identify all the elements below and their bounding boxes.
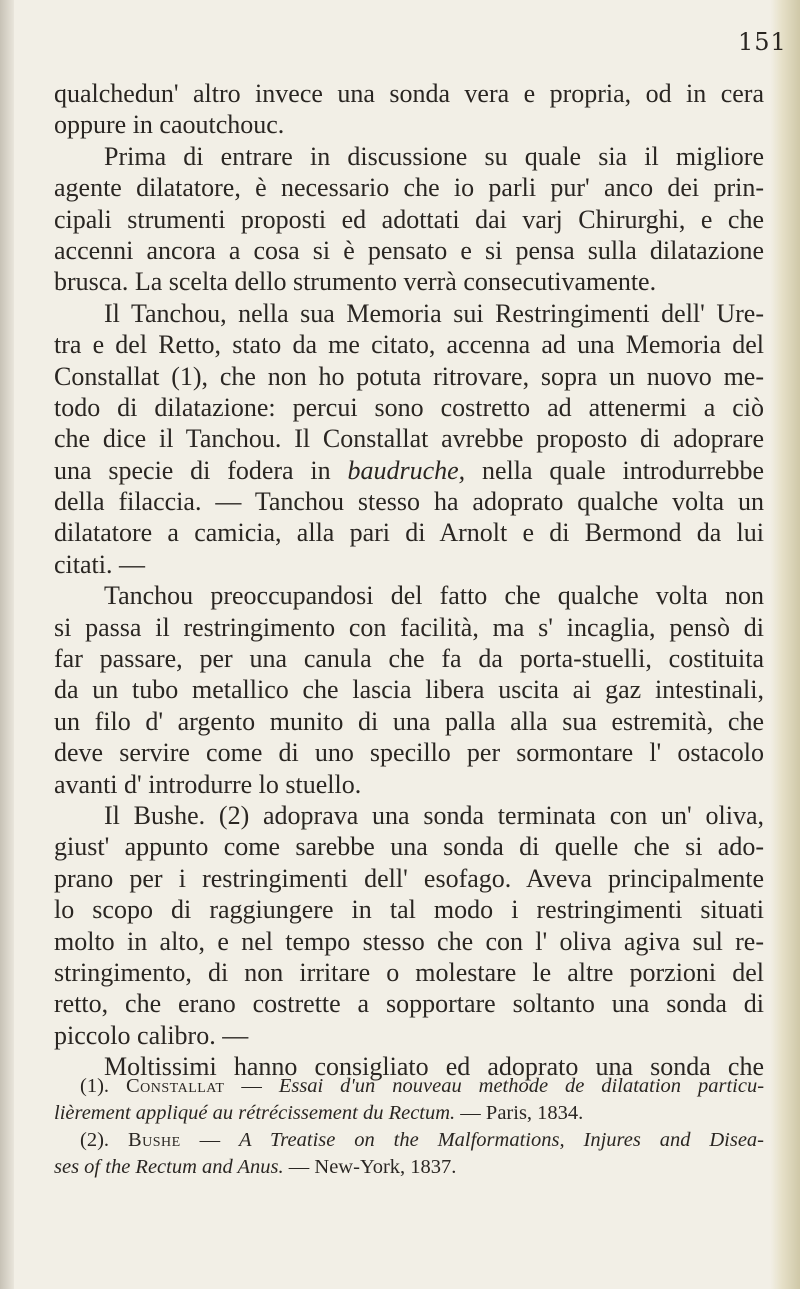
page-right-edge: [770, 0, 800, 1289]
footnotes: [54, 1073, 764, 1181]
text-line: Moltissimi hanno consigliato ed adoprato una sonda che: [104, 1052, 764, 1082]
footnote-title: Essai d'un nouveau methode de dilatation particu-: [278, 1075, 764, 1097]
text-line: agente dilatatore, è necessario che io parli pur' anco dei prin-: [54, 173, 764, 203]
text-line: todo di dilatazione: percui sono costretto ad attenermi a ciò: [54, 392, 764, 422]
text-line: dilatatore a camicia, alla pari di Arnolt e di Bermond da lui: [54, 518, 764, 548]
text-line: che dice il Tanchou. Il Constallat avrebbe proposto di adoprare: [54, 424, 764, 454]
footnote-marker: (1).: [80, 1075, 110, 1097]
text-line: si passa il restringimento con facilità, ma s' incaglia, pensò di: [54, 612, 764, 642]
text-line: avanti d' introdurre lo stuello.: [54, 769, 362, 799]
footnote-dash: —: [180, 1129, 239, 1151]
text-line: Il Bushe. (2) adoprava una sonda terminata con un' oliva,: [104, 800, 764, 830]
text-line: molto in alto, e nel tempo stesso che con l' oliva agiva sul re-: [54, 926, 764, 956]
text-line: Constallat (1), che non ho potuta ritrovare, sopra un nuovo me-: [54, 361, 764, 391]
italic-term: baudruche,: [347, 455, 466, 485]
text-line: da un tubo metallico che lascia libera uscita ai gaz intestinali,: [54, 675, 764, 705]
text-line: prano per i restringimenti dell' esofago. Aveva principalmente: [54, 863, 764, 893]
text-line: piccolo calibro. —: [54, 1020, 249, 1050]
footnote-marker: (2).: [80, 1129, 110, 1151]
text-line: Il Tanchou, nella sua Memoria sui Restringimenti dell' Ure-: [104, 298, 764, 328]
text-line: lo scopo di raggiungere in tal modo i restringimenti situati: [54, 895, 764, 925]
text-line: [54, 455, 764, 486]
text-line: della filaccia. — Tanchou stesso ha adoprato qualche volta un: [54, 487, 764, 517]
footnote-author: Constallat: [125, 1075, 225, 1097]
text-line: brusca. La scelta dello strumento verrà consecutivamente.: [54, 267, 657, 297]
footnote-title: ses of the Rectum and Anus.: [54, 1156, 284, 1178]
text-line: retto, che erano costrette a sopportare soltanto una sonda di: [54, 989, 764, 1019]
footnote-2: [54, 1127, 764, 1154]
text-line: deve servire come di uno specillo per sormontare l' ostacolo: [54, 738, 764, 768]
page-left-edge: [0, 0, 14, 1289]
text-segment: una specie di fodera in: [54, 455, 348, 485]
body-text: [54, 78, 764, 1083]
footnote-dash: —: [224, 1075, 279, 1097]
footnote-author: Bushe: [127, 1129, 181, 1151]
text-line: accenni ancora a cosa si è pensato e si pensa sulla dilatazione: [54, 235, 764, 265]
footnote-title: lièrement appliqué au rétrécissement du Rectum.: [54, 1102, 456, 1124]
text-line: stringimento, di non irritare o molestare le altre porzioni del: [54, 957, 764, 987]
page-number: 151: [738, 28, 787, 56]
footnote-2-cont: [54, 1154, 764, 1181]
text-line: citati. —: [54, 549, 145, 579]
text-line: tra e del Retto, stato da me citato, accenna ad una Memoria del: [54, 330, 764, 360]
text-line: qualchedun' altro invece una sonda vera e propria, od in cera: [54, 79, 764, 108]
text-segment: nella quale introdurrebbe: [465, 455, 764, 485]
text-line: giust' appunto come sarebbe una sonda di quelle che si ado-: [54, 832, 764, 862]
footnote-1: [54, 1073, 764, 1100]
text-line: un filo d' argento munito di una palla alla sua estremità, che: [54, 706, 764, 736]
text-line: oppure in caoutchouc.: [54, 110, 285, 140]
text-line: Tanchou preoccupandosi del fatto che qualche volta non: [104, 581, 764, 611]
text-line: far passare, per una canula che fa da porta-stuelli, costituita: [54, 644, 764, 674]
footnote-publication: — Paris, 1834.: [455, 1102, 584, 1124]
footnote-1-cont: [54, 1100, 764, 1127]
footnote-title: A Treatise on the Malformations, Injures and Disea-: [238, 1129, 764, 1151]
footnote-publication: — New-York, 1837.: [283, 1156, 457, 1178]
text-line: cipali strumenti proposti ed adottati dai varj Chirurghi, e che: [54, 204, 764, 234]
text-line: Prima di entrare in discussione su quale sia il migliore: [104, 141, 764, 171]
